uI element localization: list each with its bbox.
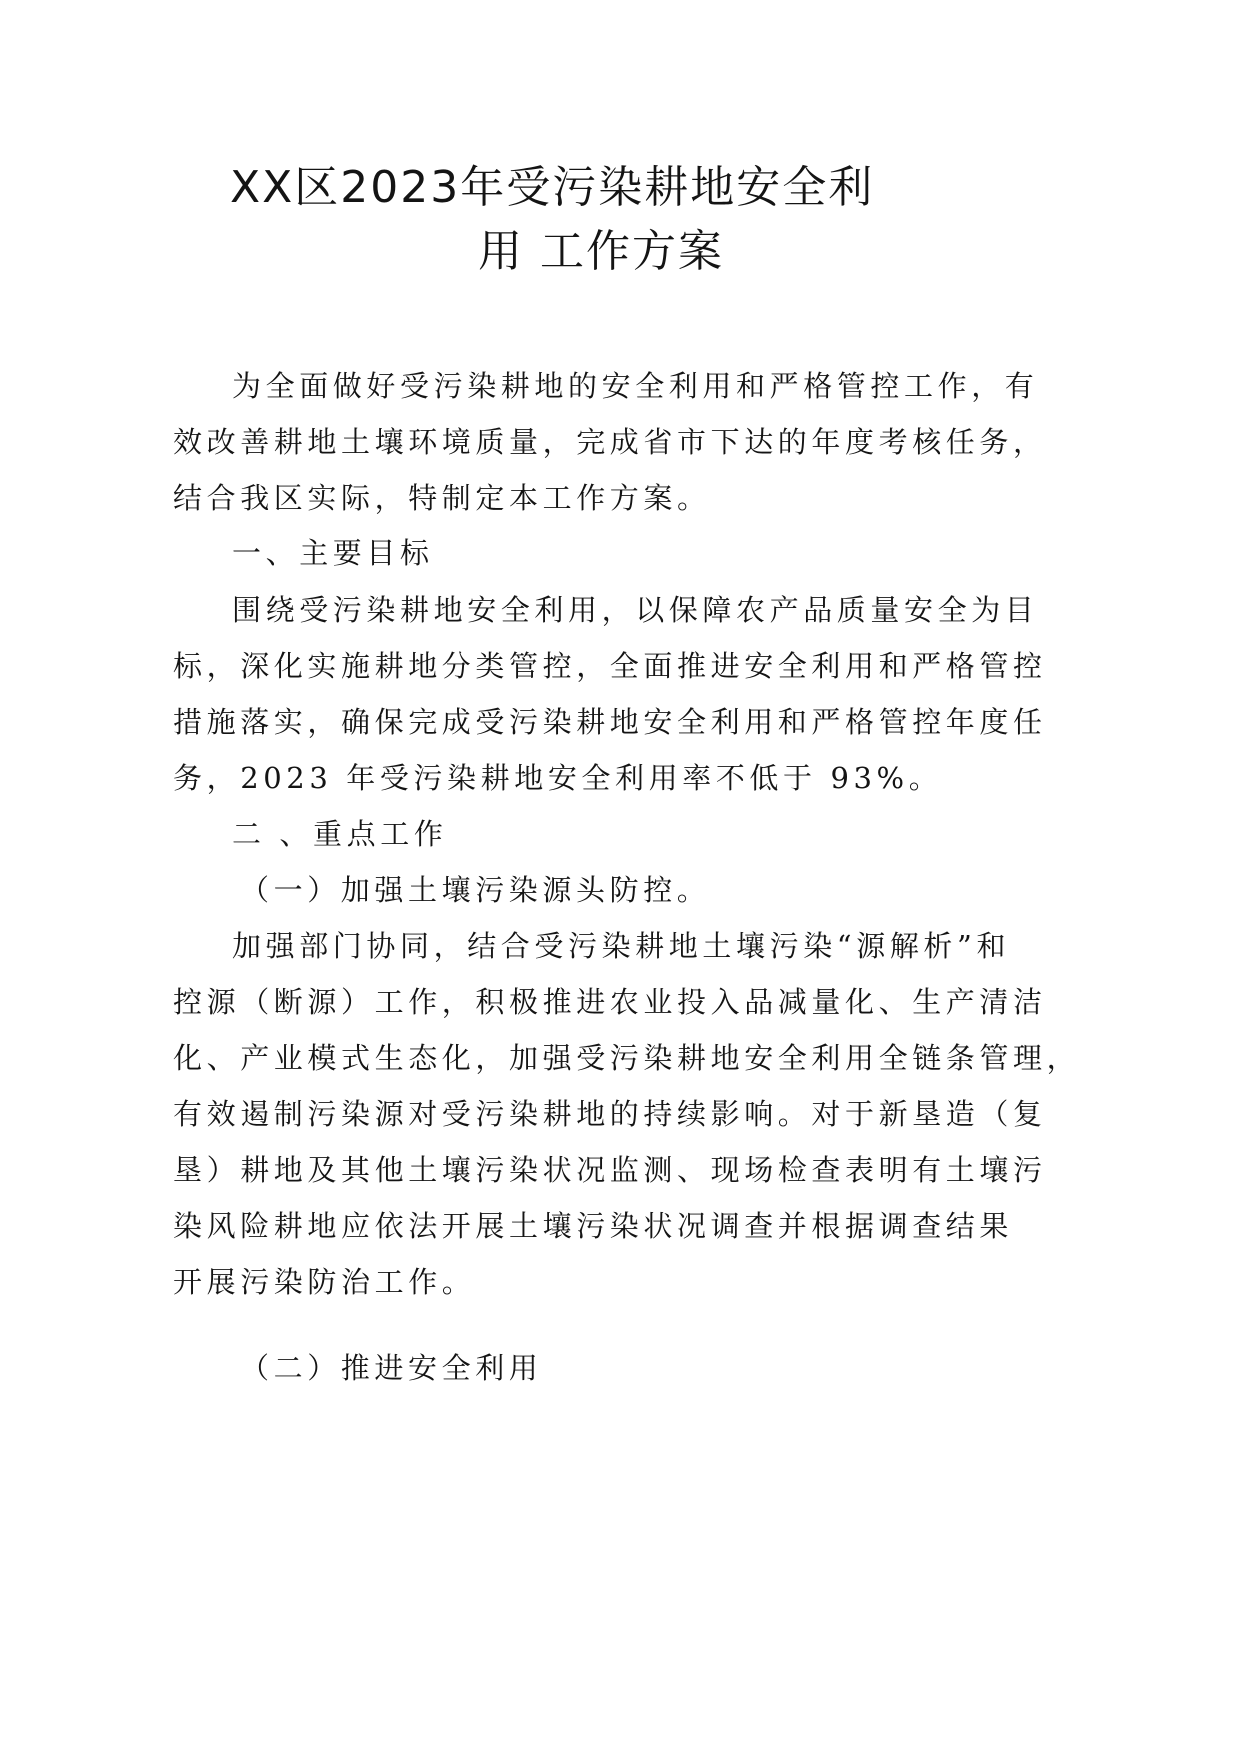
document-title-line-2: 用 工作方案 [478, 226, 724, 277]
goals-paragraph-line-4: 务，2023 年受污染耕地安全利用率不低于 93%。 [173, 761, 943, 795]
goals-paragraph-line-3: 措施落实，确保完成受污染耕地安全利用和严格管控年度任 [173, 705, 1047, 739]
subsection-1-line-6: 染风险耕地应依法开展土壤污染状况调查并根据调查结果 [173, 1209, 1014, 1243]
subsection-1-line-4: 有效遏制污染源对受污染耕地的持续影响。对于新垦造（复 [173, 1097, 1047, 1131]
goals-paragraph-line-2: 标，深化实施耕地分类管控，全面推进安全利用和严格管控 [173, 649, 1047, 683]
subsection-1-line-1: 加强部门协同，结合受污染耕地土壤污染“源解析”和 [232, 929, 1011, 963]
subsection-1-line-5: 垦）耕地及其他土壤污染状况监测、现场检查表明有土壤污 [173, 1153, 1047, 1187]
subsection-1-line-3: 化、产业模式生态化，加强受污染耕地安全利用全链条管理， [173, 1041, 1081, 1075]
goals-paragraph-line-1: 围绕受污染耕地安全利用，以保障农产品质量安全为目 [232, 593, 1039, 627]
intro-paragraph-line-3: 结合我区实际，特制定本工作方案。 [173, 481, 711, 515]
subsection-1-line-7: 开展污染防治工作。 [173, 1265, 476, 1299]
section-heading-goals: 一、主要目标 [232, 536, 434, 570]
section-heading-key-work: 二 、重点工作 [232, 817, 448, 851]
subsection-heading-1: （一）加强土壤污染源头防控。 [240, 873, 711, 907]
document-title-line-1: XX区2023年受污染耕地安全利 [230, 162, 875, 213]
intro-paragraph-line-1: 为全面做好受污染耕地的安全利用和严格管控工作，有 [232, 369, 1039, 403]
subsection-1-line-2: 控源（断源）工作，积极推进农业投入品减量化、生产清洁 [173, 985, 1047, 1019]
subsection-heading-2: （二）推进安全利用 [240, 1351, 543, 1385]
intro-paragraph-line-2: 效改善耕地土壤环境质量，完成省市下达的年度考核任务， [173, 425, 1047, 459]
